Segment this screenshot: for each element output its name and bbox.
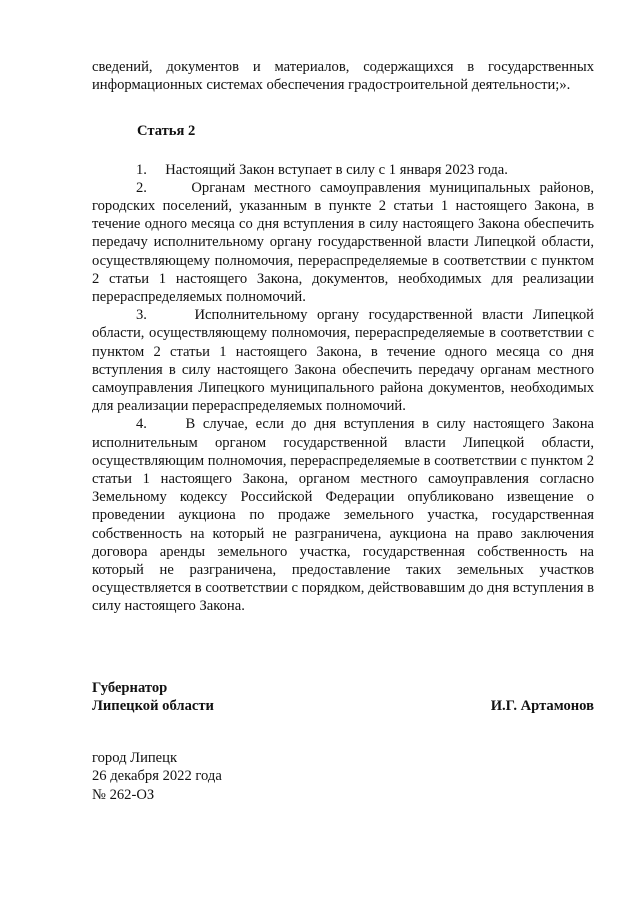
article-item-4 <box>92 415 594 615</box>
footer-date: 26 декабря 2022 года <box>92 768 222 785</box>
signatory-title <box>92 679 214 716</box>
document-footer <box>92 749 594 805</box>
signatory-title-line2: Липецкой области <box>92 698 214 715</box>
article-heading: Статья 2 <box>137 123 196 140</box>
item-number: 1. <box>136 161 147 178</box>
signatory-title-line1: Губернатор <box>92 679 168 696</box>
item-number: 4. <box>136 416 147 433</box>
signature-block <box>92 679 594 716</box>
item-text: Органам местного самоуправления муниципальных районов, городских поселений, указанным в пункте 2 статьи 1 настоящего Закона, в течение одного месяца со дня вступления в силу настоящего Закона обеспечить передачу исполнительному органу государственной власти Липецкой области, осуществляющему полномочия, перераспределяемые в соответствии с пунктом 2 статьи 1 настоящего Закона, документов, необходимых для реализации перераспределяемых полномочий. <box>92 179 595 306</box>
item-text: В случае, если до дня вступления в силу настоящего Закона исполнительным органом государственной власти Липецкой области, осуществляющим полномочия, перераспределяемые в соответствии с пунктом 2 статьи 1 настоящего Закона, органом местного самоуправления согласно Земельному кодексу Российской Федерации опубликовано извещение о проведении аукциона по продаже земельного участка, государственная собственность на который не разграничена, аукциона на право заключения договора аренды земельного участка, государственная собственность на который не разграничена, предоставление таких земельных участков осуществляется в соответствии с порядком, действовавшим до дня вступления в силу настоящего Закона. <box>92 416 594 615</box>
article-item-3 <box>92 306 594 415</box>
footer-number: № 262-ОЗ <box>92 787 155 804</box>
item-text: Настоящий Закон вступает в силу с 1 января 2023 года. <box>165 161 508 178</box>
article-item-2 <box>92 179 594 306</box>
article-item-1 <box>92 161 594 179</box>
item-text: Исполнительному органу государственной власти Липецкой области, осуществляющему полномочия, перераспределяемые в соответствии с пунктом 2 статьи 1 настоящего Закона, в течение одного месяца со дня вступления в силу настоящего Закона обеспечить передачу органам местного самоуправления Липецкого муниципального района документов, необходимых для реализации перераспределяемых полномочий. <box>92 307 594 415</box>
signatory-name: И.Г. Артамонов <box>490 698 594 715</box>
item-number: 2. <box>136 179 147 196</box>
intro-paragraph: сведений, документов и материалов, содержащихся в государственных информационных системах обеспечения градостроительной деятельности;». <box>92 59 594 94</box>
footer-city: город Липецк <box>92 749 178 766</box>
item-number: 3. <box>136 307 147 324</box>
